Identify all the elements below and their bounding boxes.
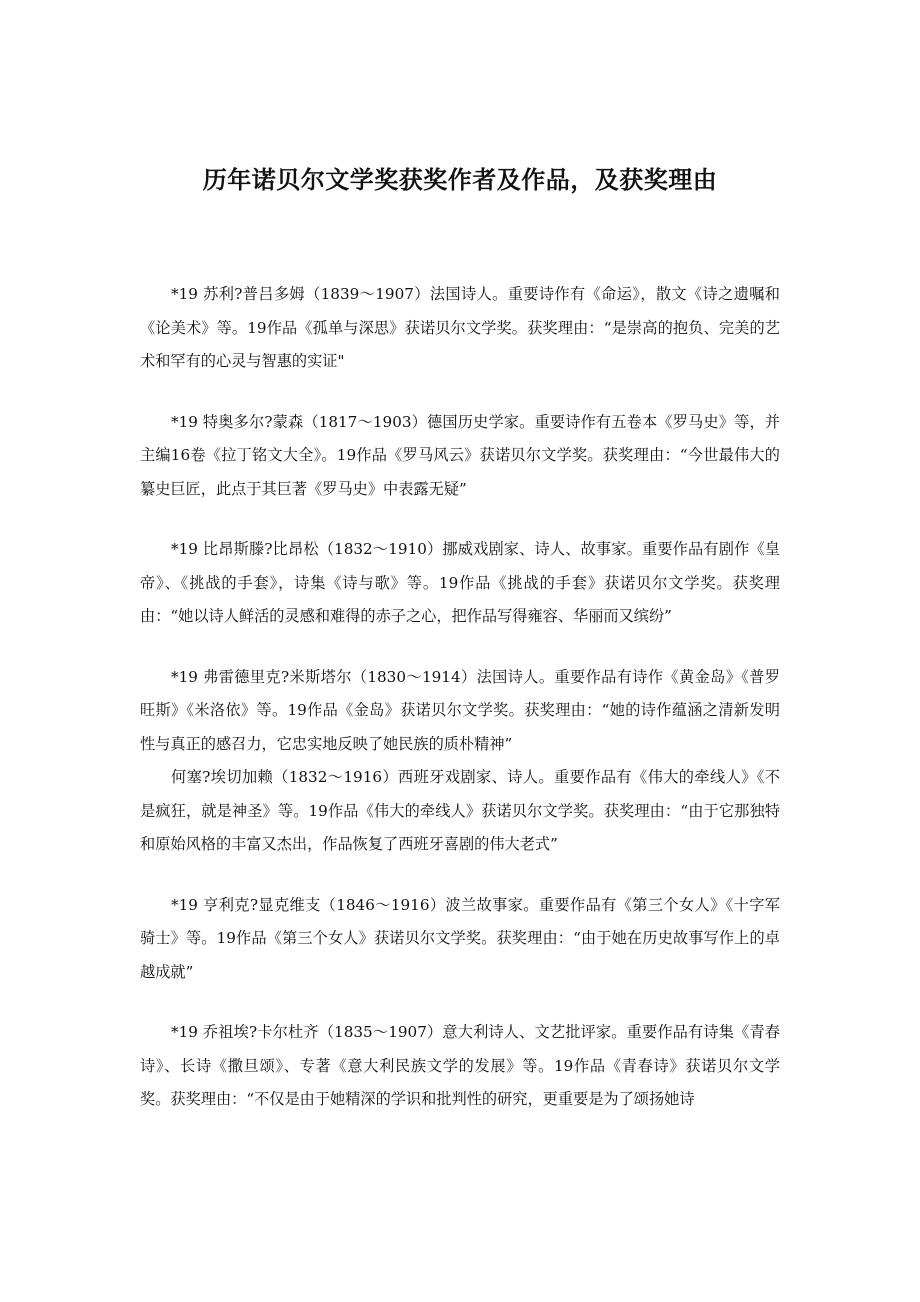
laureate-entry-1905: *19 亨利克?显克维支（1846～1916）波兰故事家。重要作品有《第三个女人》《十字军骑士》等。19作品《第三个女人》获诺贝尔文学奖。获奖理由：“由于她在历史故事写作上的卓越成就” — [140, 895, 780, 981]
laureate-entry-1904-mistral: *19 弗雷德里克?米斯塔尔（1830～1914）法国诗人。重要作品有诗作《黄金岛》《普罗旺斯》《米洛依》等。19作品《金岛》获诺贝尔文学奖。获奖理由：“她的诗作蕴涵之清新发明性与真正的感召力，它忠实地反映了她民族的质朴精神” — [140, 667, 780, 753]
laureate-entry-1906: *19 乔祖埃?卡尔杜齐（1835～1907）意大利诗人、文艺批评家。重要作品有诗集《青春诗》、长诗《撒旦颂》、专著《意大利民族文学的发展》等。19作品《青春诗》获诺贝尔文学奖。获奖理由：“不仅是由于她精深的学识和批判性的研究，更重要是为了颂扬她诗 — [140, 1023, 780, 1108]
laureate-entry-1903: *19 比昂斯滕?比昂松（1832～1910）挪威戏剧家、诗人、故事家。重要作品有剧作《皇帝》、《挑战的手套》，诗集《诗与歌》等。19作品《挑战的手套》获诺贝尔文学奖。获奖理由：“她以诗人鲜活的灵感和难得的赤子之心，把作品写得雍容、华丽而又缤纷” — [140, 540, 780, 625]
laureate-entry-1901: *19 苏利?普吕多姆（1839～1907）法国诗人。重要诗作有《命运》，散文《诗之遗嘱和《论美术》等。19作品《孤单与深思》获诺贝尔文学奖。获奖理由：“是崇高的抱负、完美的艺术和罕有的心灵与智惠的实证" — [140, 285, 780, 370]
page-title: 历年诺贝尔文学奖获奖作者及作品，及获奖理由 — [202, 165, 718, 194]
laureate-entry-1904-echegaray: 何塞?埃切加赖（1832～1916）西班牙戏剧家、诗人。重要作品有《伟大的牵线人》《不是疯狂，就是神圣》等。19作品《伟大的牵线人》获诺贝尔文学奖。获奖理由：“由于它那独特和原始风格的丰富又杰出，作品恢复了西班牙喜剧的伟大老式” — [140, 768, 780, 853]
laureate-entry-1902: *19 特奥多尔?蒙森（1817～1903）德国历史学家。重要诗作有五卷本《罗马史》等，并主编16卷《拉丁铭文大全》。19作品《罗马风云》获诺贝尔文学奖。获奖理由：“今世最伟大的纂史巨匠，此点于其巨著《罗马史》中表露无疑” — [140, 412, 780, 498]
document-body — [140, 278, 780, 1117]
